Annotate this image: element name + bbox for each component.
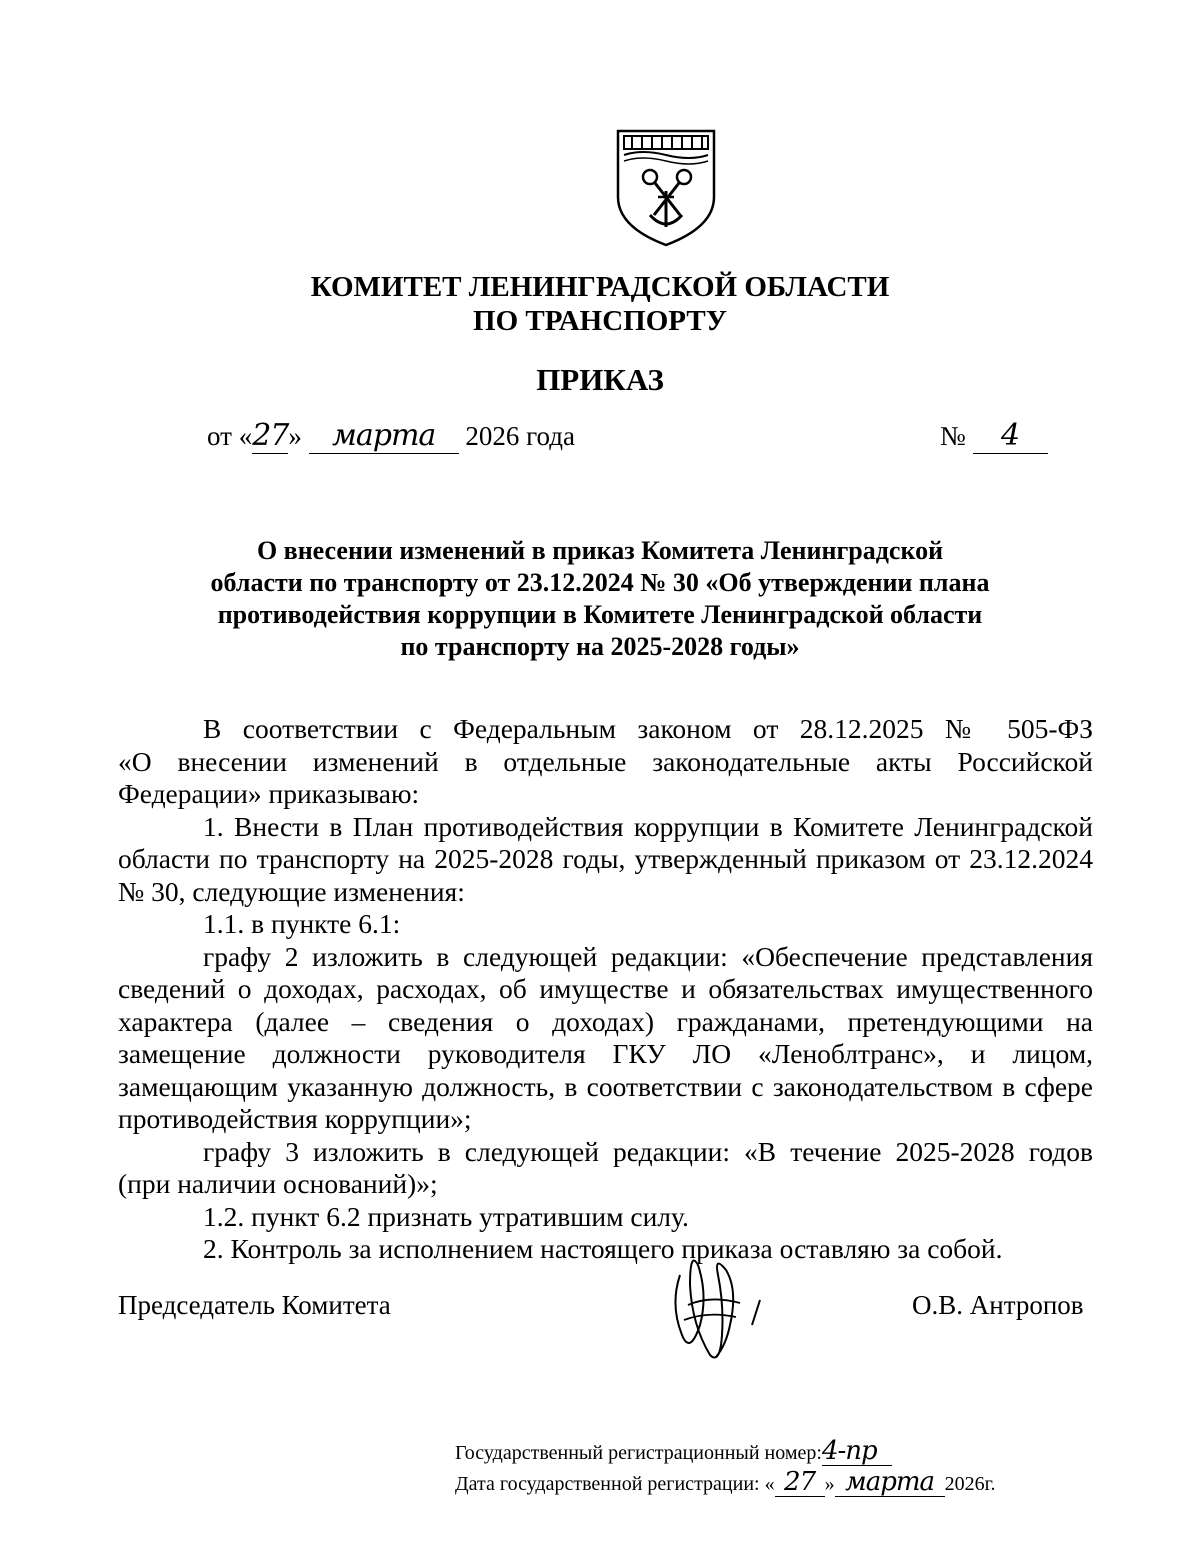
order-number-value: 4 (973, 418, 1048, 454)
body-line: 1. Внести в План противодействия коррупции в Комитете Ленинградской (203, 810, 1093, 842)
body-line: 1.1. в пункте 6.1: (203, 908, 401, 939)
body-line: области по транспорту на 2025-2028 годы, утвержденный приказом от 23.12.2024 (118, 843, 1093, 874)
order-number-label: № (940, 421, 966, 451)
registration-number-value: 4-пр (822, 1437, 892, 1466)
registration-number-label: Государственный регистрационный номер: (455, 1442, 822, 1464)
body-line: В соответствии с Федеральным законом от 28.12.2025 № 505-ФЗ (203, 713, 1093, 744)
registration-number-line (455, 1437, 892, 1467)
registration-date-day: 27 (775, 1468, 825, 1497)
org-name-line1: КОМИТЕТ ЛЕНИНГРАДСКОЙ ОБЛАСТИ (310, 271, 890, 303)
registration-date-close: » (824, 1473, 835, 1495)
body-line: противодействия коррупции»; (118, 1103, 472, 1134)
date-close-quote: » (288, 421, 302, 451)
subject-line: О внесении изменений в приказ Комитета Ленинградской (256, 536, 944, 565)
signatory-position: Председатель Комитета (118, 1290, 391, 1320)
registration-date-month: марта (835, 1468, 945, 1497)
date-prefix: от « (207, 421, 253, 451)
subject-line: по транспорту на 2025-2028 годы» (400, 632, 800, 661)
body-line: (при наличии оснований)»; (118, 1168, 438, 1199)
body-line: графу 2 изложить в следующей редакции: «Обеспечение представления (203, 940, 1093, 972)
signatory-name: О.В. Антропов (912, 1290, 1084, 1320)
handwritten-signature-icon (660, 1245, 790, 1375)
date-line (207, 418, 575, 454)
registration-date-year: 2026г. (944, 1473, 996, 1495)
date-day: 27 (252, 418, 289, 453)
body-line: характера (далее – сведения о доходах) гражданами, претендующими на (118, 1005, 1093, 1037)
document-subject (0, 535, 1200, 663)
body-line: графу 3 изложить в следующей редакции: «В течение 2025-2028 годов (203, 1135, 1093, 1167)
body-line: замещение должности руководителя ГКУ ЛО «Леноблтранс», и лицом, (118, 1038, 1093, 1069)
document-type: ПРИКАЗ (536, 362, 664, 397)
subject-line: области по транспорту от 23.12.2024 № 30 «Об утверждении плана (210, 568, 990, 597)
date-year: 2026 года (465, 421, 575, 451)
coat-of-arms-icon (612, 127, 720, 247)
body-line: замещающим указанную должность, в соответствии с законодательством в сфере (118, 1070, 1093, 1102)
body-line: сведений о доходах, расходах, об имуществе и обязательствах имущественного (118, 973, 1093, 1004)
org-name (0, 270, 1200, 338)
body-line: 2. Контроль за исполнением настоящего приказа оставляю за собой. (203, 1233, 1003, 1264)
body-line: «О внесении изменений в отдельные законодательные акты Российской (118, 745, 1093, 777)
subject-line: противодействия коррупции в Комитете Ленинградской области (217, 600, 983, 629)
registration-date-label: Дата государственной регистрации: « (455, 1473, 775, 1495)
org-name-line2: ПО ТРАНСПОРТУ (473, 305, 727, 337)
body-line: 1.2. пункт 6.2 признать утратившим силу. (203, 1200, 689, 1232)
date-month: марта (309, 418, 459, 454)
body-line: Федерации» приказываю: (118, 778, 420, 809)
document-body (118, 713, 1093, 1266)
registration-date-line (455, 1468, 996, 1498)
order-number (940, 418, 1048, 454)
body-line: № 30, следующие изменения: (118, 875, 465, 907)
